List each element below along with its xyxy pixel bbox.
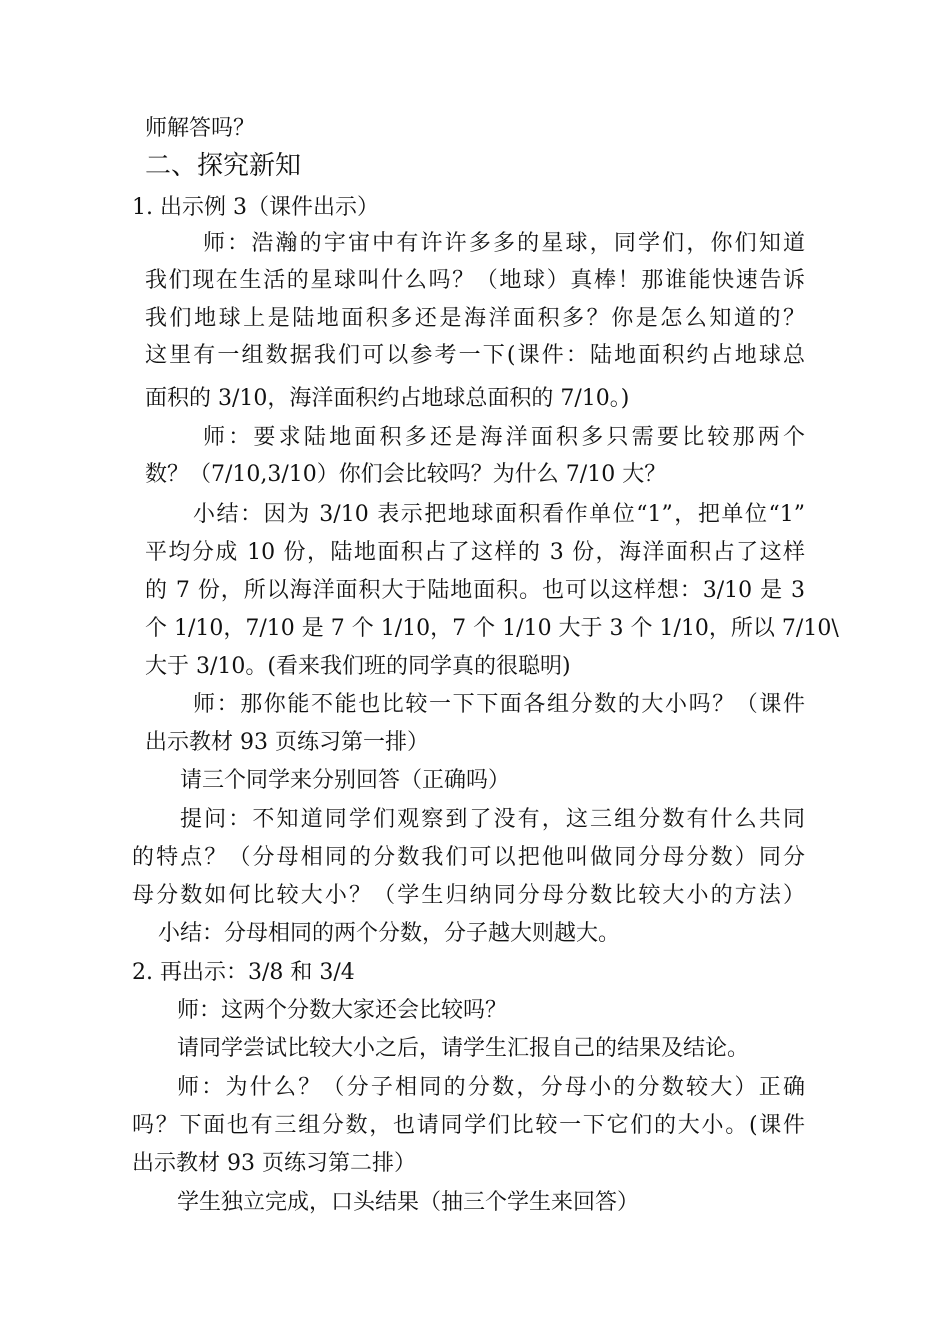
text-line: 的 7 份，所以海洋面积大于陆地面积。也可以这样想：3/10 是 3 xyxy=(145,578,805,603)
section-heading: 二、探究新知 xyxy=(145,151,302,181)
text-line: 请三个同学来分别回答（正确吗） xyxy=(180,768,511,793)
text-line: 小结：因为 3/10 表示把地球面积看作单位“1”，把单位“1” xyxy=(193,502,805,527)
text-line: 出示教材 93 页练习第二排） xyxy=(132,1151,416,1176)
text-line: 师：要求陆地面积多还是海洋面积多只需要比较那两个 xyxy=(203,425,805,450)
text-line: 师：这两个分数大家还会比较吗？ xyxy=(177,998,508,1023)
item-heading: 2. 再出示：3/8 和 3/4 xyxy=(132,960,355,985)
text-line: 母分数如何比较大小？（学生归纳同分母分数比较大小的方法） xyxy=(132,883,805,908)
text-line: 师解答吗？ xyxy=(145,116,256,141)
text-line: 小结：分母相同的两个分数，分子越大则越大。 xyxy=(158,921,621,946)
text-line: 师：浩瀚的宇宙中有许许多多的星球，同学们，你们知道 xyxy=(203,231,805,256)
text-line: 数？（7/10,3/10）你们会比较吗？为什么 7/10 大？ xyxy=(145,462,667,487)
text-line: 学生独立完成，口头结果（抽三个学生来回答） xyxy=(177,1190,640,1215)
text-line: 我们地球上是陆地面积多还是海洋面积多？你是怎么知道的？ xyxy=(145,306,805,331)
text-line: 面积的 3/10，海洋面积约占地球总面积的 7/10。) xyxy=(145,386,630,411)
text-line: 提问：不知道同学们观察到了没有，这三组分数有什么共同 xyxy=(180,807,805,832)
text-line: 师：那你能不能也比较一下下面各组分数的大小吗？（课件 xyxy=(193,692,805,717)
text-line: 这里有一组数据我们可以参考一下(课件：陆地面积约占地球总 xyxy=(145,343,805,368)
text-line: 吗？下面也有三组分数，也请同学们比较一下它们的大小。(课件 xyxy=(132,1113,805,1138)
text-line: 个 1/10，7/10 是 7 个 1/10，7 个 1/10 大于 3 个 1/10，所以 7/10\ xyxy=(145,616,839,641)
text-line: 请同学尝试比较大小之后，请学生汇报自己的结果及结论。 xyxy=(177,1036,750,1061)
text-line: 平均分成 10 份，陆地面积占了这样的 3 份，海洋面积占了这样 xyxy=(145,540,805,565)
text-line: 大于 3/10。(看来我们班的同学真的很聪明) xyxy=(145,654,571,679)
text-line: 出示教材 93 页练习第一排） xyxy=(145,730,429,755)
text-line: 的特点？（分母相同的分数我们可以把他叫做同分母分数）同分 xyxy=(132,845,805,870)
item-heading: 1. 出示例 3（课件出示） xyxy=(132,195,379,220)
text-line: 我们现在生活的星球叫什么吗？（地球）真棒！那谁能快速告诉 xyxy=(145,268,805,293)
text-line: 师：为什么？（分子相同的分数，分母小的分数较大）正确 xyxy=(177,1075,805,1100)
